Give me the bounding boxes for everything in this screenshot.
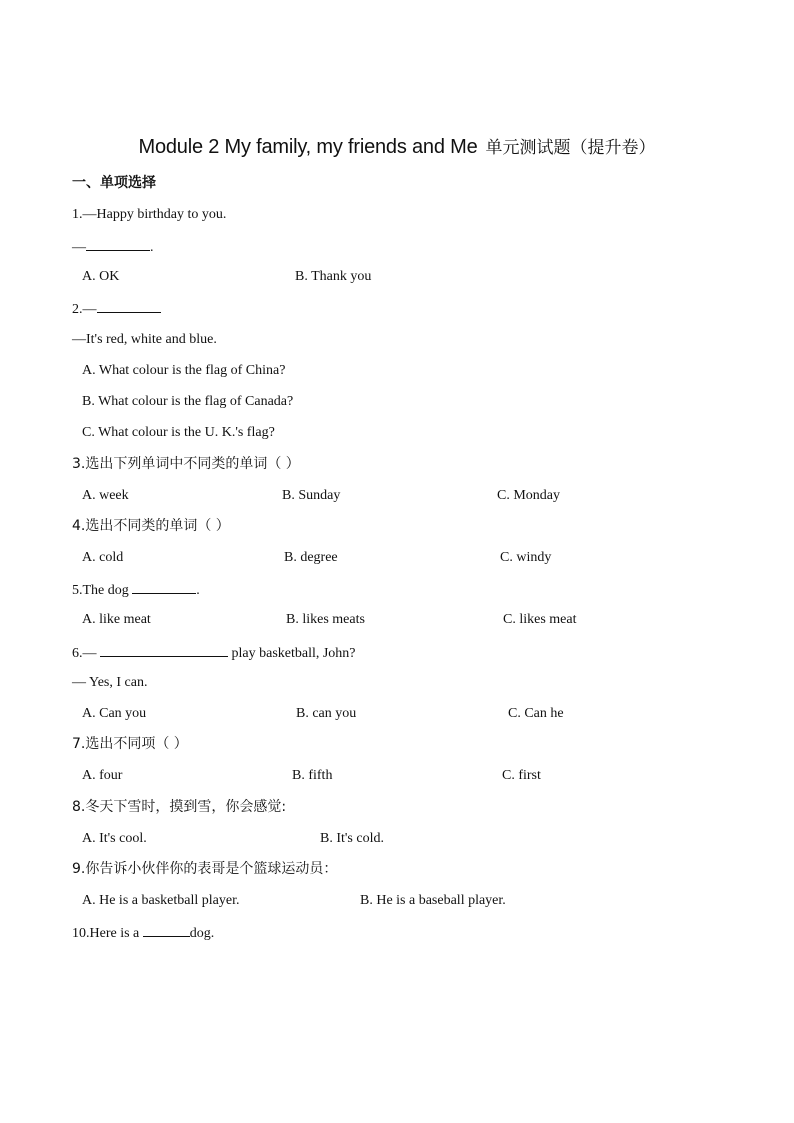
question-1-reply: — . (72, 236, 154, 258)
question-6-option-c: C. Can he (508, 706, 564, 721)
question-4-option-c: C. windy (500, 550, 552, 565)
question-10-stem: 10.Here is a dog. (72, 922, 214, 944)
question-5-option-c: C. likes meat (503, 612, 577, 627)
question-3-option-a: A. week (82, 488, 129, 503)
question-2-reply: —It's red, white and blue. (72, 332, 217, 347)
question-5-option-b: B. likes meats (286, 612, 365, 627)
answer-blank (97, 298, 161, 313)
question-6-option-a: A. Can you (82, 706, 147, 721)
question-6-stem: 6.— play basketball, John? (72, 642, 356, 664)
question-5-option-a: A. like meat (82, 612, 151, 627)
question-2-option-a: A. What colour is the flag of China? (82, 363, 286, 378)
question-5-stem: 5.The dog . (72, 579, 200, 601)
question-2-option-c: C. What colour is the U. K.'s flag? (82, 425, 275, 440)
question-8-stem: 8.冬天下雪时，摸到雪，你会感觉: (72, 799, 287, 815)
page-title (0, 134, 794, 161)
question-7-option-a: A. four (82, 768, 123, 783)
question-8-option-b: B. It's cold. (320, 831, 384, 846)
answer-blank (86, 236, 150, 251)
answer-blank (100, 642, 228, 657)
question-6-option-b: B. can you (296, 706, 357, 721)
question-1-option-b: B. Thank you (295, 269, 372, 284)
section-heading: 一、单项选择 (72, 175, 156, 191)
question-8-option-a: A. It's cool. (82, 831, 147, 846)
title-chinese: 单元测试题（提升卷） (485, 138, 656, 158)
question-3-option-b: B. Sunday (282, 488, 341, 503)
question-2-option-b: B. What colour is the flag of Canada? (82, 394, 294, 409)
question-3-stem: 3.选出下列单词中不同类的单词（ ） (72, 456, 300, 472)
question-4-option-b: B. degree (284, 550, 338, 565)
question-6-reply: — Yes, I can. (72, 675, 148, 690)
title-english: Module 2 My family, my friends and Me (138, 136, 478, 158)
question-1-option-a: A. OK (82, 269, 120, 284)
question-7-option-b: B. fifth (292, 768, 333, 783)
question-3-option-c: C. Monday (497, 488, 560, 503)
question-4-stem: 4.选出不同类的单词（ ） (72, 518, 230, 534)
question-9-option-b: B. He is a baseball player. (360, 893, 506, 908)
question-4-option-a: A. cold (82, 550, 124, 565)
question-7-stem: 7.选出不同项（ ） (72, 736, 188, 752)
question-9-option-a: A. He is a basketball player. (82, 893, 240, 908)
question-1-stem: 1.—Happy birthday to you. (72, 207, 227, 222)
question-7-option-c: C. first (502, 768, 541, 783)
answer-blank (132, 579, 196, 594)
question-2-stem: 2.— (72, 298, 161, 320)
question-9-stem: 9.你告诉小伙伴你的表哥是个篮球运动员： (72, 861, 338, 877)
answer-blank (143, 922, 190, 937)
